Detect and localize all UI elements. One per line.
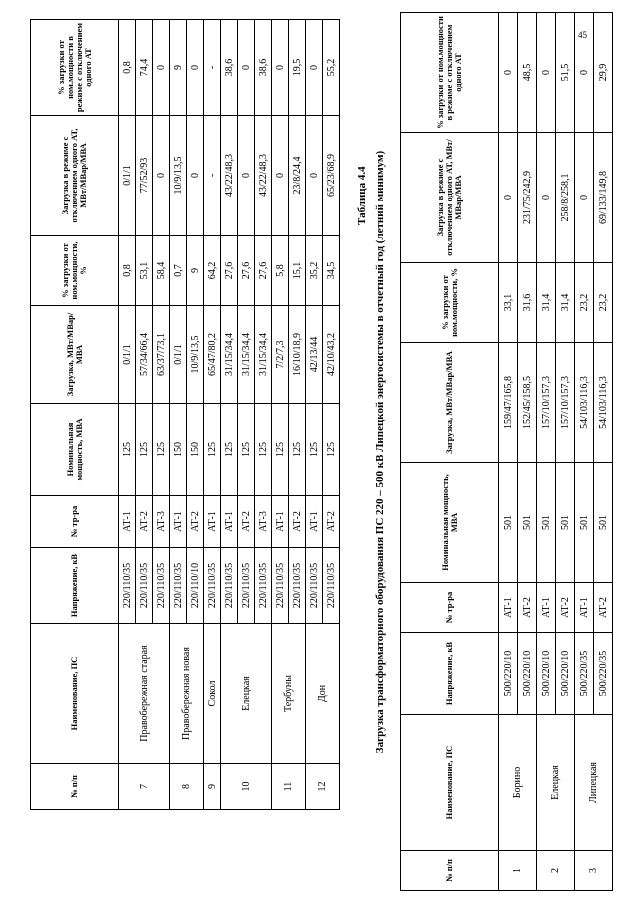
table-cell: 220/110/35 xyxy=(153,548,170,624)
substation-name-cell: Правобережная новая xyxy=(170,624,204,764)
table-cell: 0/1/1 xyxy=(119,116,136,236)
table-cell: 0 xyxy=(575,133,594,263)
table-cell: 16/10/18,9 xyxy=(289,306,306,404)
table-cell: 501 xyxy=(575,463,594,583)
table-cell: АТ-2 xyxy=(289,496,306,548)
page-number: 45 xyxy=(578,30,587,40)
table-cell: 9 xyxy=(170,20,187,116)
table-cell: 125 xyxy=(255,404,272,496)
table-cell: 9 xyxy=(187,236,204,306)
table-cell: 501 xyxy=(556,463,575,583)
table-cell: 220/110/35 xyxy=(170,548,187,624)
column-header: № тр-ра xyxy=(31,496,119,548)
table-cell: 31/15/34,4 xyxy=(221,306,238,404)
row-number-cell: 3 xyxy=(575,851,613,891)
table-cell: 63/37/73,1 xyxy=(153,306,170,404)
table-cell: 31/15/34,4 xyxy=(238,306,255,404)
table-cell: 33,1 xyxy=(499,263,518,343)
table-cell: 125 xyxy=(272,404,289,496)
table-cell: 258/8/258,1 xyxy=(556,133,575,263)
table-cell: 0,7 xyxy=(170,236,187,306)
table-cell: 220/110/35 xyxy=(136,548,153,624)
column-header: % загрузки от ном.мощности в режиме с отключением одного АТ xyxy=(401,13,499,133)
table-cell: 29,9 xyxy=(594,13,613,133)
table-cell: 220/110/35 xyxy=(289,548,306,624)
table-cell: 35,2 xyxy=(306,236,323,306)
table-cell: 0,8 xyxy=(119,20,136,116)
table-cell: 0 xyxy=(306,116,323,236)
table-cell: 125 xyxy=(221,404,238,496)
table-cell: 0 xyxy=(272,116,289,236)
table-label: Таблица 4.4 xyxy=(356,166,368,225)
table-cell: 501 xyxy=(499,463,518,583)
table-cell: 125 xyxy=(238,404,255,496)
table-cell: 125 xyxy=(119,404,136,496)
table-cell: 54/103/116,3 xyxy=(575,343,594,463)
table-row xyxy=(575,13,594,891)
table-row xyxy=(119,20,136,810)
table-cell: АТ-2 xyxy=(518,583,537,633)
table-cell: 157/10/157,3 xyxy=(537,343,556,463)
table-cell: - xyxy=(204,20,221,116)
table-cell: 0/1/1 xyxy=(170,306,187,404)
substation-name-cell: Елецкая xyxy=(221,624,272,764)
table-cell: АТ-1 xyxy=(119,496,136,548)
table-cell: 0 xyxy=(499,13,518,133)
table-cell: 220/110/10 xyxy=(187,548,204,624)
table-cell: 27,6 xyxy=(255,236,272,306)
table-cell: 0 xyxy=(187,116,204,236)
row-number-cell: 7 xyxy=(119,764,170,810)
table-cell: 64,2 xyxy=(204,236,221,306)
table-cell: АТ-2 xyxy=(556,583,575,633)
column-header: Наименование, ПС xyxy=(401,715,499,851)
table-cell: АТ-1 xyxy=(537,583,556,633)
table-cell: 0 xyxy=(153,116,170,236)
column-header: № тр-ра xyxy=(401,583,499,633)
table-cell: 42/10/43,2 xyxy=(323,306,340,404)
table-cell: 19,5 xyxy=(289,20,306,116)
table-cell: 31,4 xyxy=(556,263,575,343)
table-cell: 42/13/44 xyxy=(306,306,323,404)
row-number-cell: 2 xyxy=(537,851,575,891)
substation-name-cell: Дон xyxy=(306,624,340,764)
table-cell: 125 xyxy=(306,404,323,496)
column-header: Загрузка, МВт/МВар/МВА xyxy=(31,306,119,404)
column-header: № п/п xyxy=(31,764,119,810)
row-number-cell: 9 xyxy=(204,764,221,810)
table-cell: АТ-2 xyxy=(594,583,613,633)
column-header: Номинальная мощность, МВА xyxy=(401,463,499,583)
table-cell: 74,4 xyxy=(136,20,153,116)
table-cell: 58,4 xyxy=(153,236,170,306)
table-cell: 500/220/10 xyxy=(499,633,518,715)
table-cell: 0 xyxy=(272,20,289,116)
table-cell: 220/110/35 xyxy=(238,548,255,624)
table-cell: 501 xyxy=(594,463,613,583)
table-cell: 159/47/165,8 xyxy=(499,343,518,463)
table-cell: 0 xyxy=(537,133,556,263)
table-cell: 15,1 xyxy=(289,236,306,306)
column-header: Загрузка в режиме с отключением одного АТ, МВт/МВар/МВА xyxy=(31,116,119,236)
table-cell: 231/75/242,9 xyxy=(518,133,537,263)
substation-name-cell: Липецкая xyxy=(575,715,613,851)
table-transformer-load-500 xyxy=(400,12,613,891)
column-header: Напряжение, кВ xyxy=(31,548,119,624)
substation-name-cell: Сокол xyxy=(204,624,221,764)
table-cell: АТ-1 xyxy=(499,583,518,633)
table-cell: 500/220/10 xyxy=(518,633,537,715)
table-cell: 65/47/80,2 xyxy=(204,306,221,404)
table-cell: 38,6 xyxy=(221,20,238,116)
table-cell: АТ-2 xyxy=(136,496,153,548)
table-cell: 125 xyxy=(136,404,153,496)
table-cell: 125 xyxy=(204,404,221,496)
table-cell: 31/15/34,4 xyxy=(255,306,272,404)
row-number-cell: 10 xyxy=(221,764,272,810)
table-cell: 0 xyxy=(153,20,170,116)
table-cell: 10/9/13,5 xyxy=(170,116,187,236)
table-row xyxy=(499,13,518,891)
table-cell: 0 xyxy=(238,116,255,236)
row-number-cell: 11 xyxy=(272,764,306,810)
table-cell: 220/110/35 xyxy=(204,548,221,624)
row-number-cell: 1 xyxy=(499,851,537,891)
table-cell: 7/2/7,3 xyxy=(272,306,289,404)
table-cell: 500/220/10 xyxy=(556,633,575,715)
table-cell: 0 xyxy=(537,13,556,133)
header-row xyxy=(401,13,499,891)
table-row xyxy=(221,20,238,810)
table-cell: 125 xyxy=(153,404,170,496)
table-cell: 69/133/149,8 xyxy=(594,133,613,263)
table-cell: АТ-2 xyxy=(238,496,255,548)
table-cell: 23,2 xyxy=(594,263,613,343)
row-number-cell: 8 xyxy=(170,764,204,810)
table-cell: 125 xyxy=(323,404,340,496)
table-row xyxy=(204,20,221,810)
table-cell: АТ-1 xyxy=(306,496,323,548)
table-cell: 0,8 xyxy=(119,236,136,306)
table-cell: АТ-1 xyxy=(575,583,594,633)
table-cell: 0 xyxy=(306,20,323,116)
column-header: % загрузки от ном.мощности, % xyxy=(401,263,499,343)
table-row xyxy=(170,20,187,810)
substation-name-cell: Елецкая xyxy=(537,715,575,851)
table-cell: АТ-2 xyxy=(323,496,340,548)
table-cell: 43/22/48,3 xyxy=(221,116,238,236)
table-transformer-load-220 xyxy=(30,19,340,810)
table-cell: 23/8/24,4 xyxy=(289,116,306,236)
table-cell: 0 xyxy=(499,133,518,263)
table-cell: 51,5 xyxy=(556,13,575,133)
table-title: Загрузка трансформаторного оборудования ПС 220 – 500 кВ Липецкой энергосистемы в отчетный год (летний минимум) xyxy=(374,150,386,754)
column-header: Напряжение, кВ xyxy=(401,633,499,715)
column-header: % загрузки от ном.мощности, % xyxy=(31,236,119,306)
substation-name-cell: Тербуны xyxy=(272,624,306,764)
table-cell: 500/220/35 xyxy=(594,633,613,715)
column-header: Загрузка в режиме с отключением одного АТ, МВт/МВар/МВА xyxy=(401,133,499,263)
table-cell: 54/103/116,3 xyxy=(594,343,613,463)
table-cell: 501 xyxy=(518,463,537,583)
table-cell: - xyxy=(204,116,221,236)
column-header: Номинальная мощность, МВА xyxy=(31,404,119,496)
table-row xyxy=(537,13,556,891)
table-cell: 220/110/35 xyxy=(272,548,289,624)
table-cell: 150 xyxy=(187,404,204,496)
table-row xyxy=(306,20,323,810)
table-cell: 57/34/66,4 xyxy=(136,306,153,404)
table-cell: АТ-1 xyxy=(272,496,289,548)
column-header: Наименование, ПС xyxy=(31,624,119,764)
table-cell: 27,6 xyxy=(221,236,238,306)
table-cell: 48,5 xyxy=(518,13,537,133)
column-header: Загрузка, МВт/МВар/МВА xyxy=(401,343,499,463)
column-header: № п/п xyxy=(401,851,499,891)
table-cell: АТ-1 xyxy=(221,496,238,548)
table-cell: АТ-3 xyxy=(255,496,272,548)
table-cell: 23,2 xyxy=(575,263,594,343)
header-row xyxy=(31,20,119,810)
table-cell: 55,2 xyxy=(323,20,340,116)
table-cell: 220/110/35 xyxy=(323,548,340,624)
table-cell: 0 xyxy=(575,13,594,133)
row-number-cell: 12 xyxy=(306,764,340,810)
table-cell: 501 xyxy=(537,463,556,583)
table-cell: 220/110/35 xyxy=(119,548,136,624)
table-cell: 220/110/35 xyxy=(255,548,272,624)
table-cell: 31,6 xyxy=(518,263,537,343)
table-cell: АТ-1 xyxy=(170,496,187,548)
table-cell: АТ-1 xyxy=(204,496,221,548)
table-cell: 43/22/48,3 xyxy=(255,116,272,236)
column-header: % загрузки от ном.мощности в режиме с отключением одного АТ xyxy=(31,20,119,116)
table-cell: 157/10/157,3 xyxy=(556,343,575,463)
table-cell: 53,1 xyxy=(136,236,153,306)
table-cell: 34,5 xyxy=(323,236,340,306)
table-cell: 5,8 xyxy=(272,236,289,306)
table-cell: 150 xyxy=(170,404,187,496)
table-cell: 125 xyxy=(289,404,306,496)
table-cell: 500/220/35 xyxy=(575,633,594,715)
table-cell: 65/23/68,9 xyxy=(323,116,340,236)
table-cell: 38,6 xyxy=(255,20,272,116)
table-cell: АТ-3 xyxy=(153,496,170,548)
table-cell: 31,4 xyxy=(537,263,556,343)
table-cell: 500/220/10 xyxy=(537,633,556,715)
substation-name-cell: Правобережная старая xyxy=(119,624,170,764)
table-cell: 0/1/1 xyxy=(119,306,136,404)
table-cell: 220/110/35 xyxy=(306,548,323,624)
table-cell: 0 xyxy=(238,20,255,116)
table-cell: 27,6 xyxy=(238,236,255,306)
table-cell: 152/45/158,5 xyxy=(518,343,537,463)
table-cell: 77/52/93 xyxy=(136,116,153,236)
table-row xyxy=(272,20,289,810)
table-cell: 220/110/35 xyxy=(221,548,238,624)
table-cell: 0 xyxy=(187,20,204,116)
table-cell: АТ-2 xyxy=(187,496,204,548)
table-cell: 10/9/13,5 xyxy=(187,306,204,404)
substation-name-cell: Борино xyxy=(499,715,537,851)
